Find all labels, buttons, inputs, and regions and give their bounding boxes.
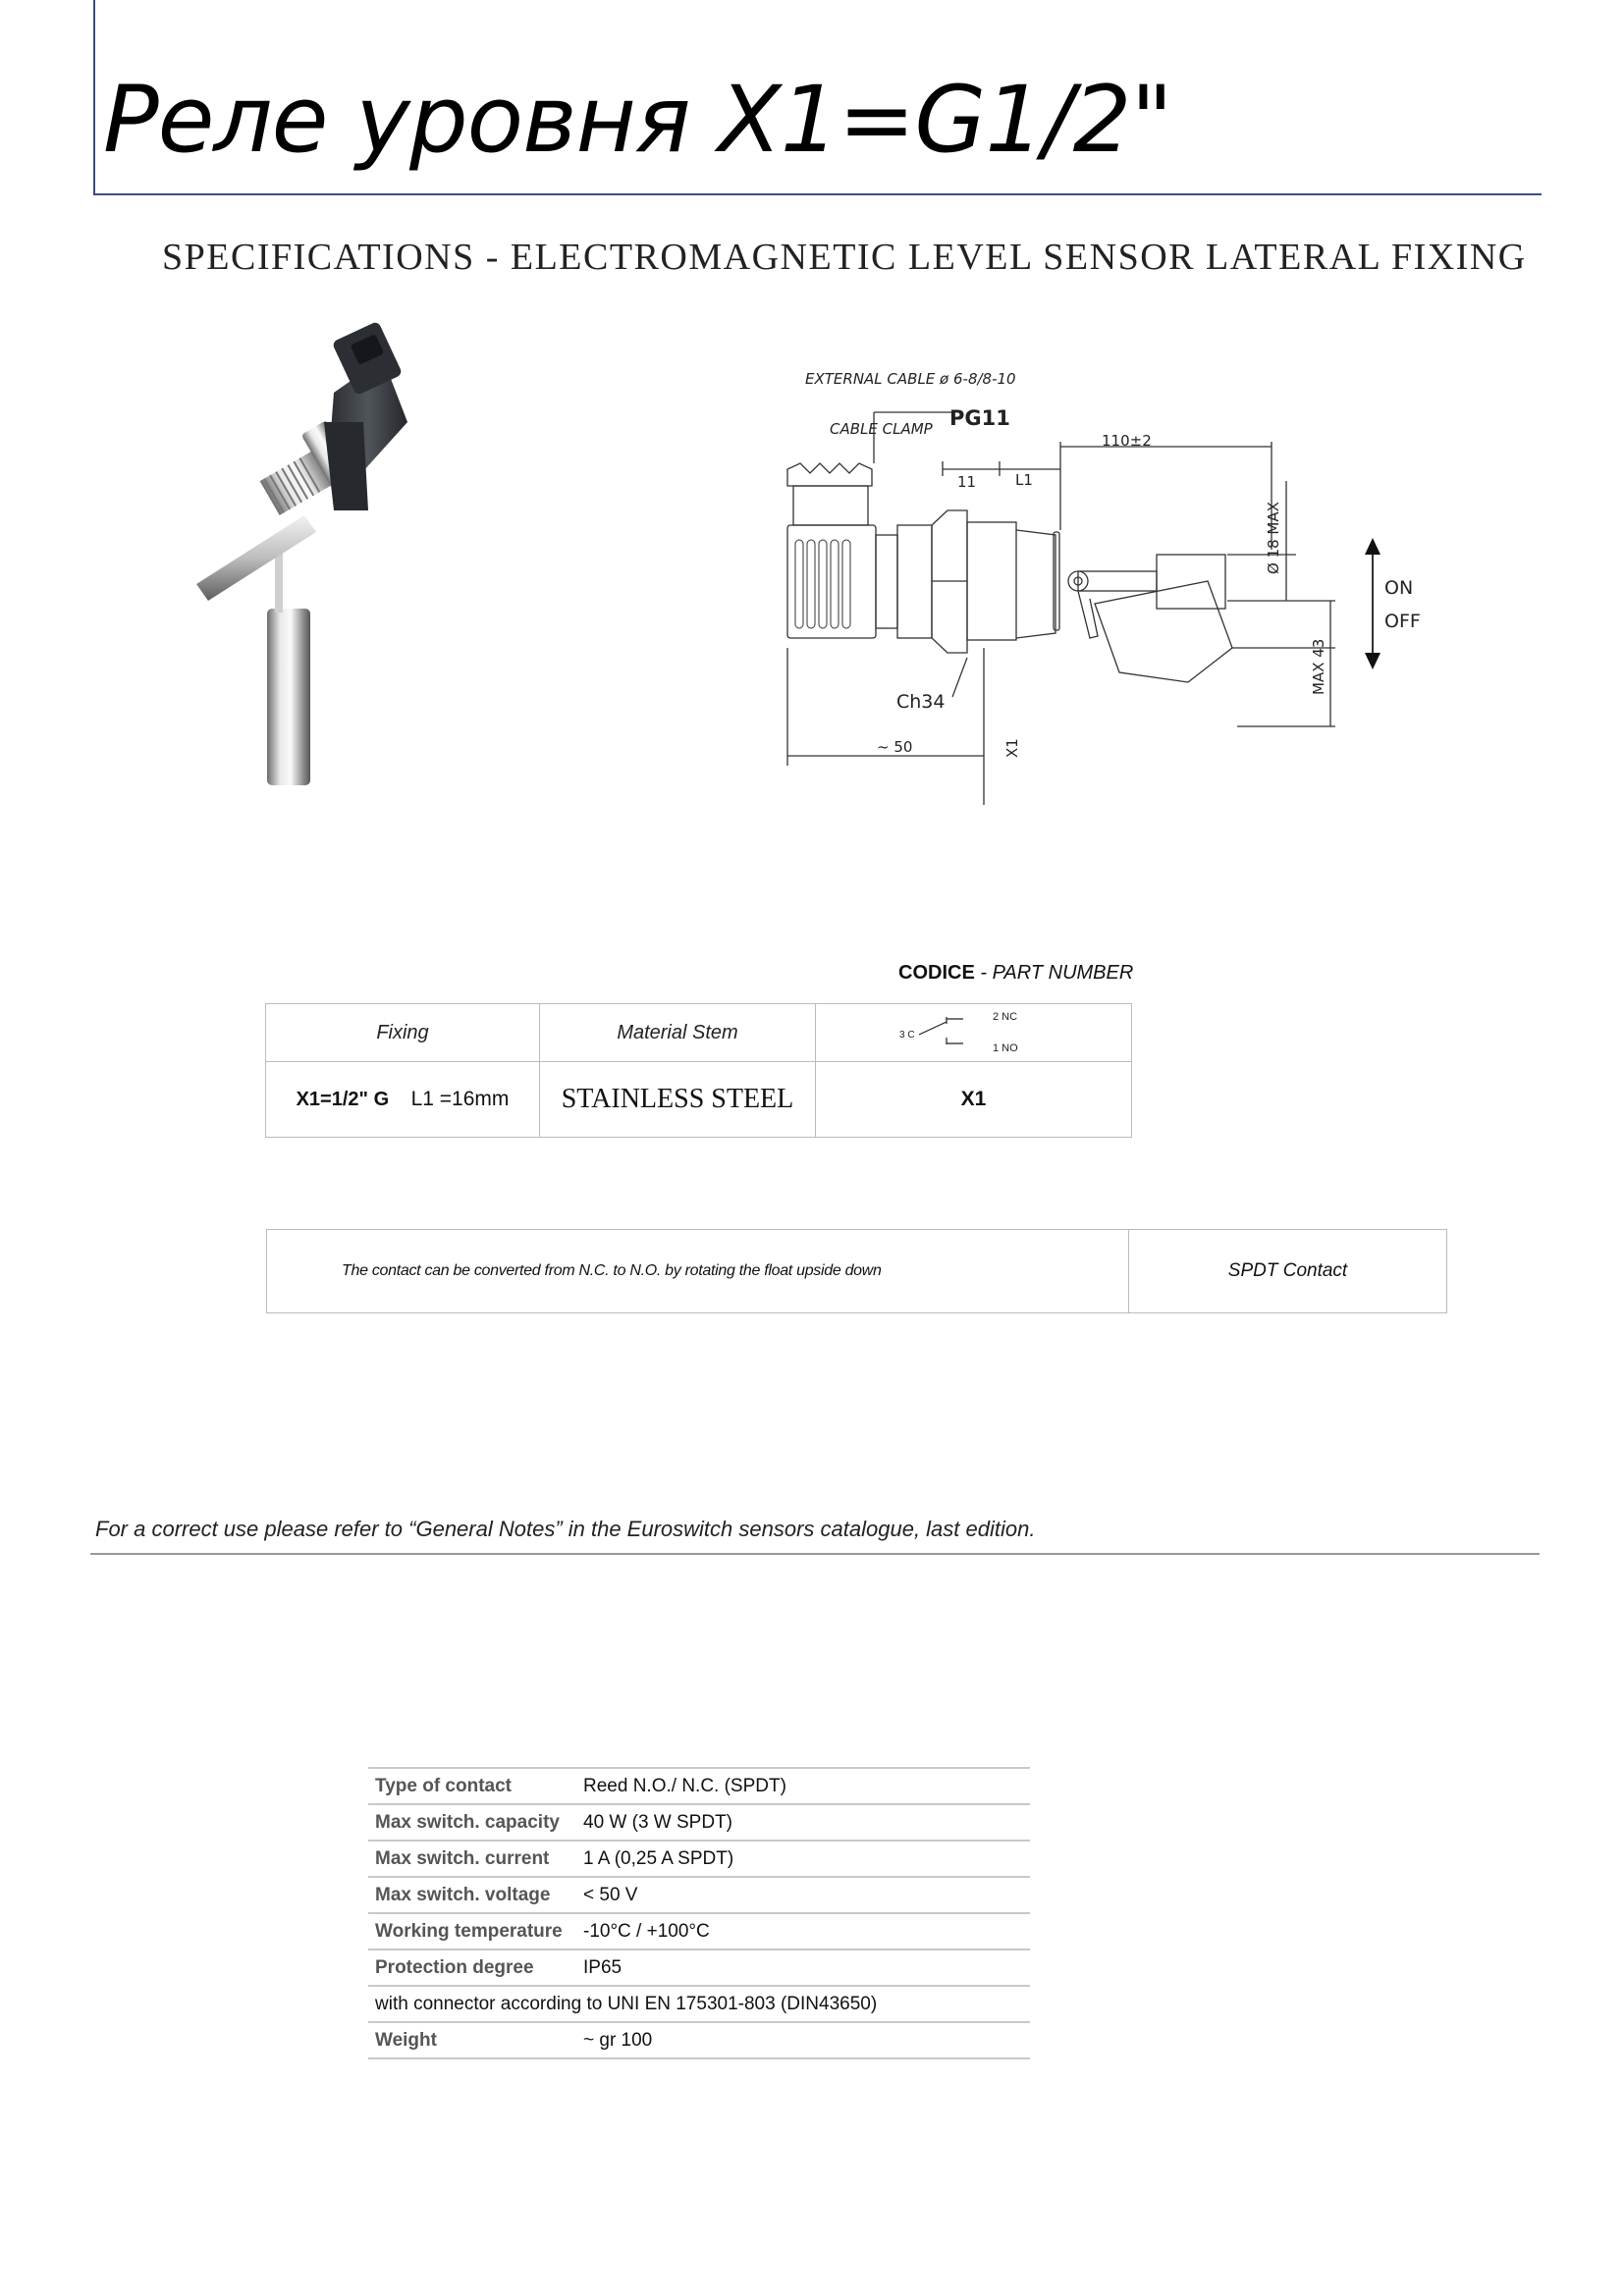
spec-row bbox=[368, 1986, 1030, 2022]
spec-val-protection: IP65 bbox=[576, 1949, 1030, 1986]
spec-val-current: 1 A (0,25 A SPDT) bbox=[576, 1841, 1030, 1877]
page-title: Реле уровня X1=G1/2" bbox=[103, 67, 1172, 174]
spec-val-voltage: < 50 V bbox=[576, 1877, 1030, 1913]
label-external-cable: EXTERNAL CABLE ø 6-8/8-10 bbox=[805, 370, 1016, 388]
contact-nc-label: 2 NC bbox=[993, 1011, 1018, 1023]
part-number-table bbox=[265, 1003, 1132, 1138]
footer-divider bbox=[90, 1553, 1540, 1555]
label-dim-110: 110±2 bbox=[1102, 432, 1152, 450]
general-notes-reference: For a correct use please refer to “General Notes” in the Euroswitch sensors catalogue, last edition. bbox=[95, 1517, 1036, 1541]
spec-val-weight: ~ gr 100 bbox=[576, 2022, 1030, 2058]
spec-row bbox=[368, 1913, 1030, 1949]
fixing-value: X1=1/2" G bbox=[296, 1089, 390, 1110]
page-subtitle: SPECIFICATIONS - ELECTROMAGNETIC LEVEL SENSOR LATERAL FIXING bbox=[162, 237, 1527, 278]
contact-no-label: 1 NO bbox=[993, 1042, 1018, 1054]
spec-row bbox=[368, 1877, 1030, 1913]
label-dim-11: 11 bbox=[957, 473, 977, 491]
spec-key-temperature: Working temperature bbox=[368, 1913, 576, 1949]
l1-value: L1 =16mm bbox=[410, 1088, 510, 1110]
spec-row bbox=[368, 1841, 1030, 1877]
col-header-fixing: Fixing bbox=[266, 1004, 540, 1062]
spec-row bbox=[368, 1768, 1030, 1804]
spec-val-capacity: 40 W (3 W SPDT) bbox=[576, 1804, 1030, 1841]
part-number-label bbox=[898, 962, 1133, 985]
spec-connector-note: with connector according to UNI EN 175301-803 (DIN43650) bbox=[368, 1986, 1030, 2022]
spec-key-voltage: Max switch. voltage bbox=[368, 1877, 576, 1913]
label-cable-clamp: CABLE CLAMP bbox=[830, 420, 933, 438]
spec-val-type: Reed N.O./ N.C. (SPDT) bbox=[576, 1768, 1030, 1804]
col-header-material: Material Stem bbox=[540, 1004, 816, 1062]
spec-key-capacity: Max switch. capacity bbox=[368, 1804, 576, 1841]
header-left-rule bbox=[93, 0, 95, 194]
label-off: OFF bbox=[1384, 611, 1421, 632]
col-header-contact-diagram bbox=[816, 1004, 1132, 1062]
spec-row bbox=[368, 1804, 1030, 1841]
contact-type-label: SPDT Contact bbox=[1129, 1230, 1447, 1313]
label-dim-50: ~ 50 bbox=[877, 738, 913, 756]
spec-key-type: Type of contact bbox=[368, 1768, 576, 1804]
label-ch34: Ch34 bbox=[896, 691, 946, 713]
contact-note-table bbox=[266, 1229, 1447, 1313]
spec-val-temperature: -10°C / +100°C bbox=[576, 1913, 1030, 1949]
label-x1: X1 bbox=[1003, 738, 1021, 758]
label-dim-43: MAX 43 bbox=[1310, 638, 1327, 695]
contact-c-label: 3 C bbox=[899, 1030, 915, 1041]
label-dim-18: Ø 18 MAX bbox=[1265, 502, 1282, 574]
cell-part-code: X1 bbox=[816, 1062, 1132, 1138]
label-on: ON bbox=[1384, 577, 1414, 599]
spec-key-current: Max switch. current bbox=[368, 1841, 576, 1877]
spec-row bbox=[368, 2022, 1030, 2058]
codice-bold: CODICE bbox=[898, 962, 975, 984]
header-bottom-rule bbox=[93, 193, 1542, 195]
label-dim-l1: L1 bbox=[1015, 471, 1033, 489]
specifications-table bbox=[368, 1767, 1030, 2059]
cell-fixing bbox=[266, 1062, 540, 1138]
contact-conversion-note: The contact can be converted from N.C. to N.O. by rotating the float upside down bbox=[267, 1230, 1129, 1313]
label-pg11: PG11 bbox=[949, 406, 1010, 430]
spec-key-weight: Weight bbox=[368, 2022, 576, 2058]
cell-material: STAINLESS STEEL bbox=[540, 1062, 816, 1138]
codice-rest: - PART NUMBER bbox=[974, 962, 1134, 984]
product-photo bbox=[187, 314, 412, 795]
spec-row bbox=[368, 1949, 1030, 1986]
spec-key-protection: Protection degree bbox=[368, 1949, 576, 1986]
